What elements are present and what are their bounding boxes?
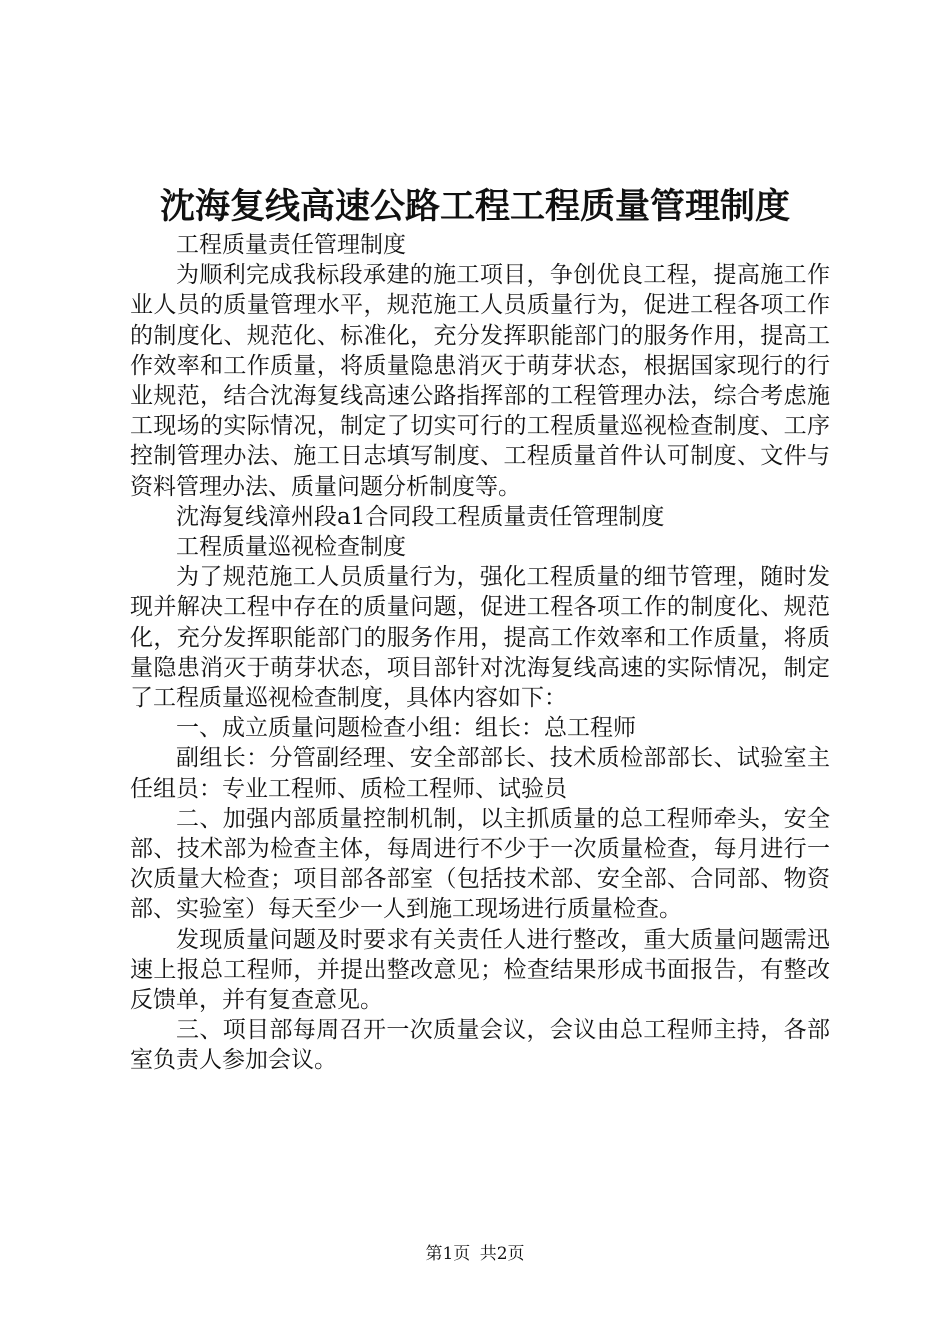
document-body [130, 230, 830, 1076]
paragraph-intro: 为顺利完成我标段承建的施工项目，争创优良工程，提高施工作业人员的质量管理水平，规范施工人员质量行为，促进工程各项工作的制度化、规范化、标准化，充分发挥职能部门的服务作用，提高工作效率和工作质量，将质量隐患消灭于萌芽状态，根据国家现行的行业规范，结合沈海复线高速公路指挥部的工程管理办法，综合考虑施工现场的实际情况，制定了切实可行的工程质量巡视检查制度、工序控制管理办法、施工日志填写制度、工程质量首件认可制度、文件与资料管理办法、质量问题分析制度等。 [130, 262, 830, 500]
paragraph-item-one: 一、成立质量问题检查小组：组长：总工程师 [176, 715, 636, 742]
paragraph-inspection-purpose: 为了规范施工人员质量行为，强化工程质量的细节管理，随时发现并解决工程中存在的质量问题，促进工程各项工作的制度化、规范化，充分发挥职能部门的服务作用，提高工作效率和工作质量，将质量隐患消灭于萌芽状态，项目部针对沈海复线高速的实际情况，制定了工程质量巡视检查制度，具体内容如下： [130, 564, 830, 712]
page-footer [0, 1242, 950, 1266]
paragraph-deputy-leaders: 副组长：分管副经理、安全部部长、技术质检部部长、试验室主任组员：专业工程师、质检工程师、试验员 [130, 745, 830, 802]
paragraph-item-two: 二、加强内部质量控制机制，以主抓质量的总工程师牵头，安全部、技术部为检查主体，每周进行不少于一次质量检查，每月进行一次质量大检查；项目部各部室（包括技术部、安全部、合同部、物资部、实验室）每天至少一人到施工现场进行质量检查。 [130, 805, 830, 923]
document-title: 沈海复线高速公路工程工程质量管理制度 [159, 186, 790, 227]
paragraph-heading-responsibility: 工程质量责任管理制度 [176, 232, 406, 258]
paragraph-heading-inspection: 工程质量巡视检查制度 [176, 534, 406, 561]
page-number: 第1页 [425, 1244, 471, 1264]
paragraph-rectification: 发现质量问题及时要求有关责任人进行整改，重大质量问题需迅速上报总工程师，并提出整改意见；检查结果形成书面报告，有整改反馈单，并有复查意见。 [130, 926, 830, 1014]
paragraph-item-three: 三、项目部每周召开一次质量会议，会议由总工程师主持，各部室负责人参加会议。 [130, 1017, 830, 1074]
page-total: 共2页 [479, 1244, 525, 1264]
paragraph-heading-contract: 沈海复线漳州段a1合同段工程质量责任管理制度 [176, 503, 665, 530]
